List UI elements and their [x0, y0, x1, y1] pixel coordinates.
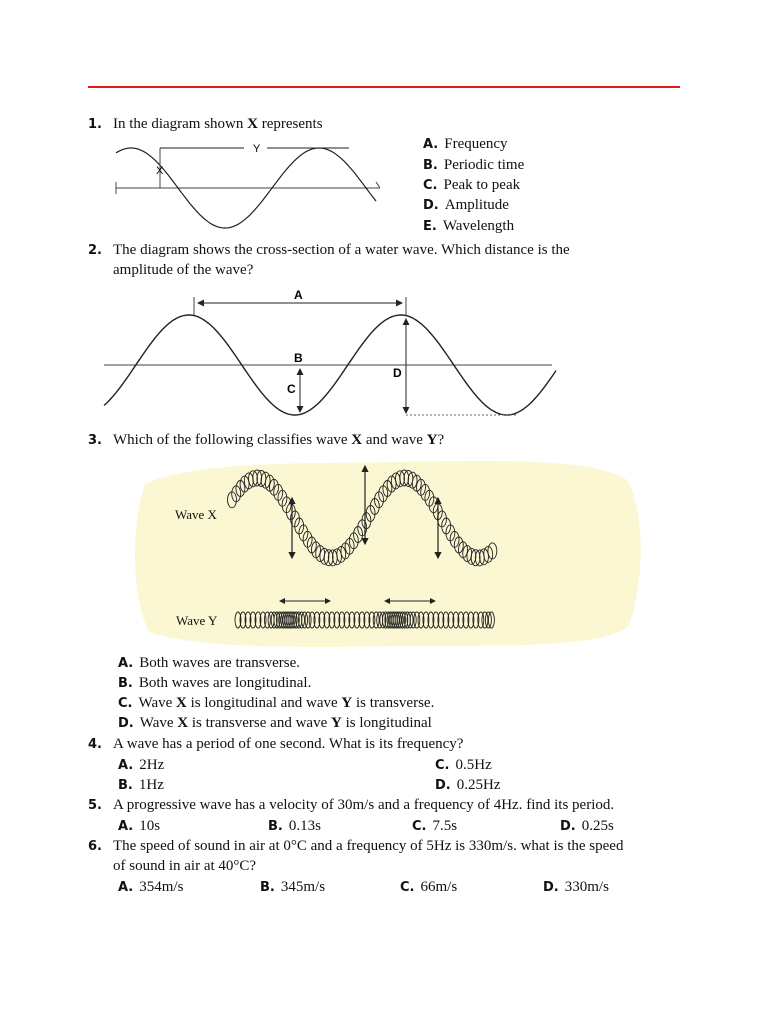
q2-text-line2: amplitude of the wave? — [113, 262, 254, 278]
q3-text: Which of the following classifies wave X and wave Y? — [113, 432, 445, 448]
q5-number: 5. — [88, 798, 102, 813]
q4-number: 4. — [88, 737, 102, 752]
q3-wave-y-label: Wave Y — [176, 613, 218, 628]
q5-option-c[interactable]: C. 7.5s — [412, 818, 458, 834]
q3-option-b[interactable]: B. Both waves are longitudinal. — [118, 675, 312, 691]
q2-number: 2. — [88, 243, 102, 258]
q6-text-line2: of sound in air at 40°C? — [113, 858, 257, 874]
q1-option-e[interactable]: E. Wavelength — [423, 218, 515, 234]
q4-option-b[interactable]: B. 1Hz — [118, 777, 164, 793]
q6-option-a[interactable]: A. 354m/s — [118, 879, 184, 895]
q2-label-d: D — [393, 366, 402, 380]
q6-option-d[interactable]: D. 330m/s — [543, 879, 609, 895]
q6-option-b[interactable]: B. 345m/s — [260, 879, 326, 895]
q4-option-d[interactable]: D. 0.25Hz — [435, 777, 501, 793]
q2-label-a: A — [294, 288, 303, 302]
q3-number: 3. — [88, 433, 102, 448]
q1-label-x: X — [156, 165, 164, 177]
q4-text: A wave has a period of one second. What is its frequency? — [113, 736, 464, 752]
q3-option-a[interactable]: A. Both waves are transverse. — [118, 655, 301, 671]
q3-wave-x-label: Wave X — [175, 507, 217, 522]
q2-label-b: B — [294, 351, 303, 365]
q4-option-c[interactable]: C. 0.5Hz — [435, 757, 492, 773]
q3-option-d[interactable]: D. Wave X is transverse and wave Y is longitudinal — [118, 715, 432, 731]
q3-slinky-diagram — [170, 460, 510, 635]
q2-label-c: C — [287, 382, 296, 396]
header-rule — [88, 86, 680, 88]
q1-wave-diagram — [112, 138, 387, 238]
q4-option-a[interactable]: A. 2Hz — [118, 757, 165, 773]
q2-wave-diagram — [104, 285, 559, 420]
q1-option-c[interactable]: C. Peak to peak — [423, 177, 521, 193]
q6-number: 6. — [88, 839, 102, 854]
wave-y-coil — [482, 612, 488, 628]
q5-option-d[interactable]: D. 0.25s — [560, 818, 614, 834]
q6-option-c[interactable]: C. 66m/s — [400, 879, 458, 895]
q1-option-a[interactable]: A. Frequency — [423, 136, 508, 152]
q3-option-c[interactable]: C. Wave X is longitudinal and wave Y is transverse. — [118, 695, 435, 711]
q6-text-line1: The speed of sound in air at 0°C and a frequency of 5Hz is 330m/s. what is the speed — [113, 838, 624, 854]
q1-text: In the diagram shown X represents — [113, 116, 323, 132]
q2-text-line1: The diagram shows the cross-section of a water wave. Which distance is the — [113, 242, 570, 258]
q1-label-y: Y — [253, 143, 261, 155]
q1-number: 1. — [88, 117, 102, 132]
q1-option-d[interactable]: D. Amplitude — [423, 197, 509, 213]
wave-y-coil — [264, 612, 270, 628]
q1-option-b[interactable]: B. Periodic time — [423, 157, 525, 173]
q5-option-a[interactable]: A. 10s — [118, 818, 161, 834]
q5-option-b[interactable]: B. 0.13s — [268, 818, 321, 834]
wave-y-coil — [373, 612, 379, 628]
q5-text: A progressive wave has a velocity of 30m/s and a frequency of 4Hz. find its period. — [113, 797, 615, 813]
